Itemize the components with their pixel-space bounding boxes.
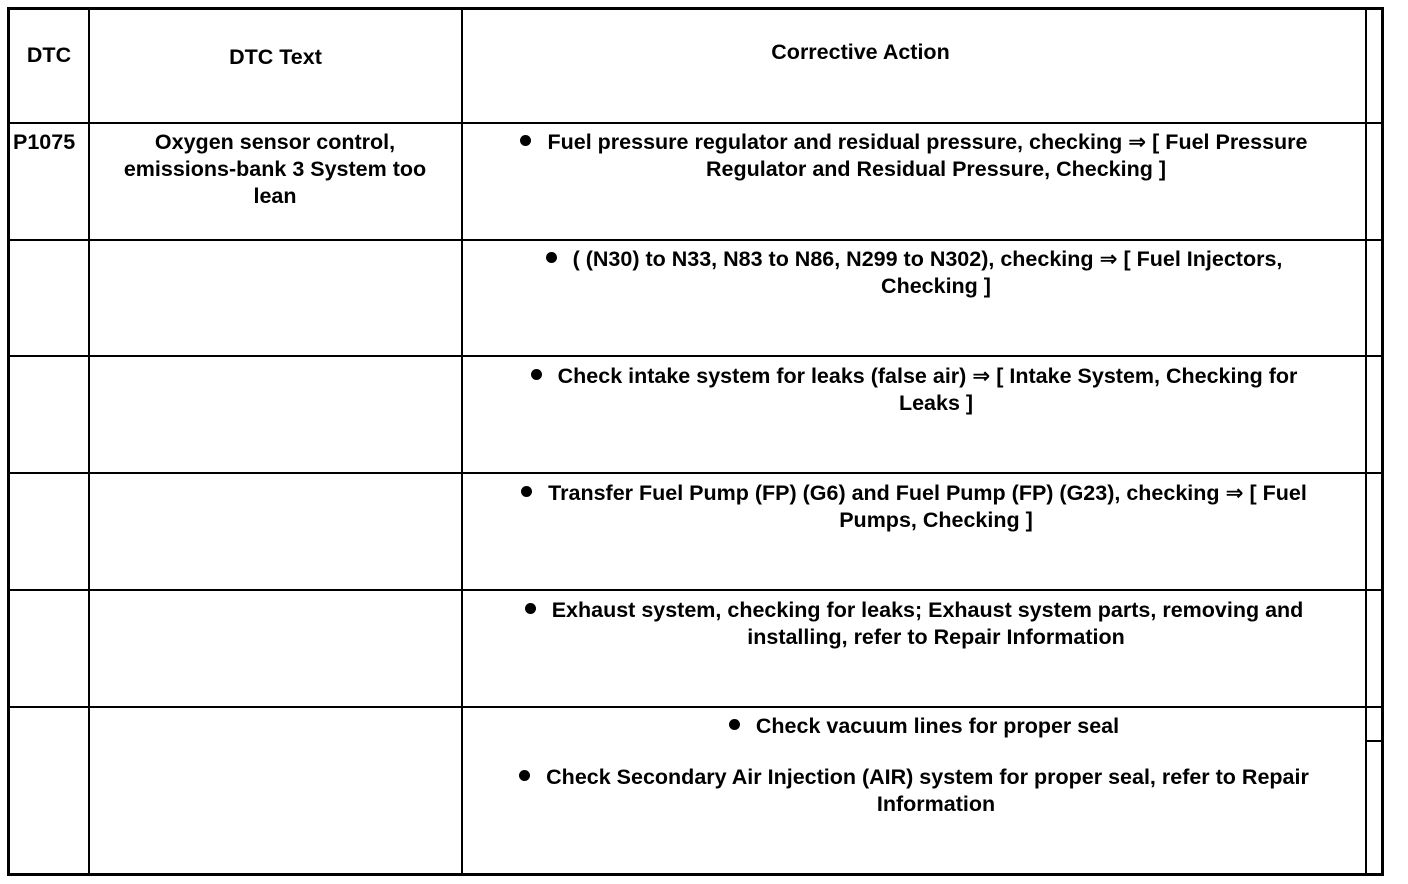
row-6-action [463, 713, 1365, 740]
row-1-dtc-text [104, 129, 446, 210]
action-line [463, 764, 1365, 791]
row-2-action [463, 246, 1365, 300]
column-divider-dtc [88, 7, 90, 876]
action-line [463, 480, 1365, 507]
row-5-action [463, 597, 1365, 651]
action-text: Check vacuum lines for proper seal [755, 714, 1120, 738]
action-text-continued: Information [876, 792, 996, 816]
bullet-icon [531, 369, 542, 380]
action-line [463, 246, 1365, 273]
row-3-action [463, 363, 1365, 417]
action-text-continued: Checking ] [881, 274, 991, 298]
bullet-icon [521, 486, 532, 497]
bullet-icon [729, 719, 740, 730]
action-line [463, 597, 1365, 624]
row-divider-1 [7, 239, 1384, 241]
action-line-continued [463, 273, 1365, 300]
header-dtc-label: DTC [26, 42, 72, 67]
row-4-action [463, 480, 1365, 534]
action-text: Check intake system for leaks (false air) ⇒ [ Intake System, Checking for [557, 364, 1298, 388]
row-1-action [463, 129, 1365, 183]
action-text: ( (N30) to N33, N83 to N86, N299 to N302), checking ⇒ [ Fuel Injectors, [572, 247, 1283, 271]
dtc-code: P1075 [13, 130, 76, 154]
action-text-continued: Regulator and Residual Pressure, Checking ] [706, 157, 1166, 181]
header-corrective-action [463, 10, 1258, 94]
header-dtc [10, 10, 88, 100]
header-dtc-text [90, 10, 461, 104]
bullet-icon [520, 135, 531, 146]
header-dtc-text-label: DTC Text [229, 44, 322, 69]
action-line-continued [463, 507, 1365, 534]
row-1-dtc [10, 129, 88, 156]
header-corrective-action-label: Corrective Action [771, 39, 950, 64]
bullet-icon [519, 770, 530, 781]
action-text-continued: Pumps, Checking ] [839, 508, 1033, 532]
action-line-continued [463, 156, 1365, 183]
dtc-description: Oxygen sensor control, emissions-bank 3 System too lean [123, 130, 427, 208]
action-line-continued [463, 624, 1365, 651]
action-text-continued: Leaks ] [898, 391, 974, 415]
row-divider-4 [7, 589, 1384, 591]
row-6-action-2 [463, 764, 1365, 818]
bullet-icon [546, 252, 557, 263]
action-line-continued [463, 791, 1365, 818]
action-text: Exhaust system, checking for leaks; Exhaust system parts, removing and [551, 598, 1304, 622]
action-text: Fuel pressure regulator and residual pressure, checking ⇒ [ Fuel Pressure [547, 130, 1308, 154]
action-text: Check Secondary Air Injection (AIR) system for proper seal, refer to Repair [546, 765, 1309, 789]
action-line [463, 129, 1365, 156]
row-divider-5 [7, 706, 1384, 708]
action-line [463, 363, 1365, 390]
row-divider-2 [7, 355, 1384, 357]
action-line-continued [463, 390, 1365, 417]
column-divider-right [1365, 7, 1367, 876]
row-divider-side-stub [1365, 740, 1384, 742]
row-divider-header [7, 122, 1384, 124]
bullet-icon [525, 603, 536, 614]
action-line [463, 713, 1365, 740]
row-divider-3 [7, 472, 1384, 474]
action-text: Transfer Fuel Pump (FP) (G6) and Fuel Pump (FP) (G23), checking ⇒ [ Fuel [548, 481, 1307, 505]
action-text-continued: installing, refer to Repair Information [747, 625, 1125, 649]
